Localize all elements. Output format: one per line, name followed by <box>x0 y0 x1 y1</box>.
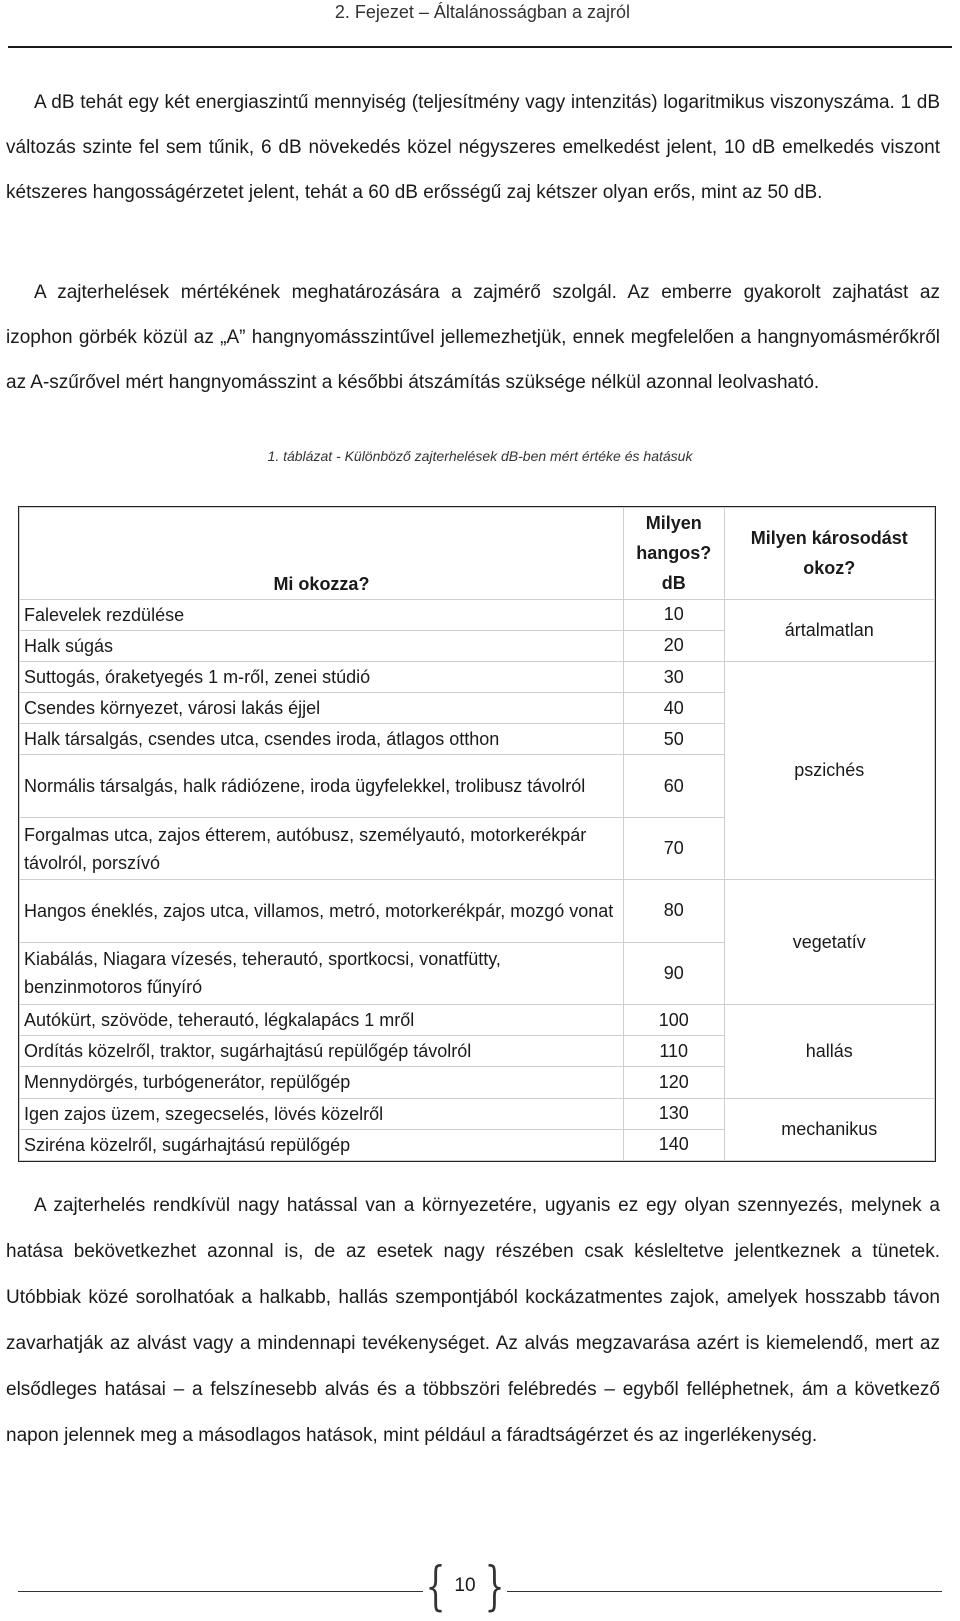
paragraph-noise-effects: A zajterhelés rendkívül nagy hatással van a környezetére, ugyanis ez egy olyan szennyezés, melynek a hatása bekövetkezhet azonnal is, de az esetek nagy részében csak késleltetve jelentkeznek a tünetek. Utóbbiak közé sorolhatóak a halkabb, hallás szempontjából kockázatmentes zajok, amelyek hosszabb távon zavarhatják az alvást vagy a mindennapi tevékenységet. Az alvás megzavarása azért is kiemelendő, mert az elsődleges hatásai – a felszínesebb alvás és a többszöri felébredés – egyből felléphetnek, ám a következő napon jelennek meg a másodlagos hatások, mint például a fáradtságérzet és az ingerlékenység. <box>6 1195 940 1446</box>
effect-vegetative: vegetatív <box>724 880 934 1005</box>
effect-hearing: hallás <box>724 1004 934 1098</box>
table-row <box>20 880 935 942</box>
row-db: 50 <box>623 724 724 755</box>
row-source: Autókürt, szövöde, teherautó, légkalapács 1 mről <box>20 1004 624 1035</box>
row-source: Mennydörgés, turbógenerátor, repülőgép <box>20 1067 624 1098</box>
row-db: 40 <box>623 693 724 724</box>
row-db: 100 <box>623 1004 724 1035</box>
row-db: 70 <box>623 817 724 879</box>
row-db: 140 <box>623 1129 724 1160</box>
row-db: 110 <box>623 1036 724 1067</box>
row-db: 10 <box>623 599 724 630</box>
row-source: Halk súgás <box>20 630 624 661</box>
row-source: Csendes környezet, városi lakás éjjel <box>20 693 624 724</box>
row-db: 80 <box>623 880 724 942</box>
row-source: Kiabálás, Niagara vízesés, teherautó, sportkocsi, vonatfütty, benzinmotoros fűnyíró <box>20 942 624 1004</box>
row-source: Falevelek rezdülése <box>20 599 624 630</box>
noise-level-table <box>18 506 936 1162</box>
paragraph-noise-meter: A zajterhelések mértékének meghatározására a zajmérő szolgál. Az emberre gyakorolt zajhatást az izophon görbék közül az „A” hangnyomásszintűvel jellemezhetjük, ennek megfelelően a hangnyomásmérőkről az A-szűrővel mért hangnyomásszint a későbbi átszámítás szüksége nélkül azonnal leolvasható. <box>6 282 940 393</box>
row-source: Igen zajos üzem, szegecselés, lövés közelről <box>20 1098 624 1129</box>
row-db: 120 <box>623 1067 724 1098</box>
chapter-title: 2. Fejezet – Általánosságban a zajról <box>334 2 630 22</box>
table-row <box>20 1098 935 1129</box>
page-number: 10 <box>454 1575 476 1596</box>
table-row <box>20 661 935 692</box>
row-db: 90 <box>623 942 724 1004</box>
effect-harmless: ártalmatlan <box>724 599 934 661</box>
left-brace-icon: { <box>425 1557 446 1617</box>
header-loudness: Milyen hangos? dB <box>623 508 724 600</box>
page-header <box>0 0 960 48</box>
table-row <box>20 1004 935 1035</box>
row-source: Normális társalgás, halk rádiózene, iroda ügyfelekkel, trolibusz távolról <box>20 755 624 817</box>
header-damage: Milyen károsodást okoz? <box>724 508 934 600</box>
row-db: 20 <box>623 630 724 661</box>
row-source: Sziréna közelről, sugárhajtású repülőgép <box>20 1129 624 1160</box>
row-db: 130 <box>623 1098 724 1129</box>
page-number-box <box>423 1557 507 1617</box>
header-source: Mi okozza? <box>20 508 624 600</box>
right-brace-icon: } <box>484 1557 505 1617</box>
table-row <box>20 599 935 630</box>
row-source: Halk társalgás, csendes utca, csendes iroda, átlagos otthon <box>20 724 624 755</box>
row-source: Suttogás, óraketyegés 1 m-ről, zenei stúdió <box>20 661 624 692</box>
row-source: Ordítás közelről, traktor, sugárhajtású repülőgép távolról <box>20 1036 624 1067</box>
row-source: Forgalmas utca, zajos étterem, autóbusz, személyautó, motorkerékpár távolról, porszívó <box>20 817 624 879</box>
row-db: 30 <box>623 661 724 692</box>
paragraph-db-explanation: A dB tehát egy két energiaszintű mennyiség (teljesítmény vagy intenzitás) logaritmikus viszonyszáma. 1 dB változás szinte fel sem tűnik, 6 dB növekedés közel négyszeres emelkedést jelent, 10 dB emelkedés viszont kétszeres hangosságérzetet jelent, tehát a 60 dB erősségű zaj kétszer olyan erős, mint az 50 dB. <box>6 92 940 203</box>
effect-mechanical: mechanikus <box>724 1098 934 1160</box>
effect-psychic: pszichés <box>724 661 934 879</box>
row-db: 60 <box>623 755 724 817</box>
table-caption: 1. táblázat - Különböző zajterhelések dB-ben mért értéke és hatásuk <box>267 448 693 464</box>
table-header-row <box>20 508 935 600</box>
row-source: Hangos éneklés, zajos utca, villamos, metró, motorkerékpár, mozgó vonat <box>20 880 624 942</box>
header-divider <box>8 46 952 48</box>
